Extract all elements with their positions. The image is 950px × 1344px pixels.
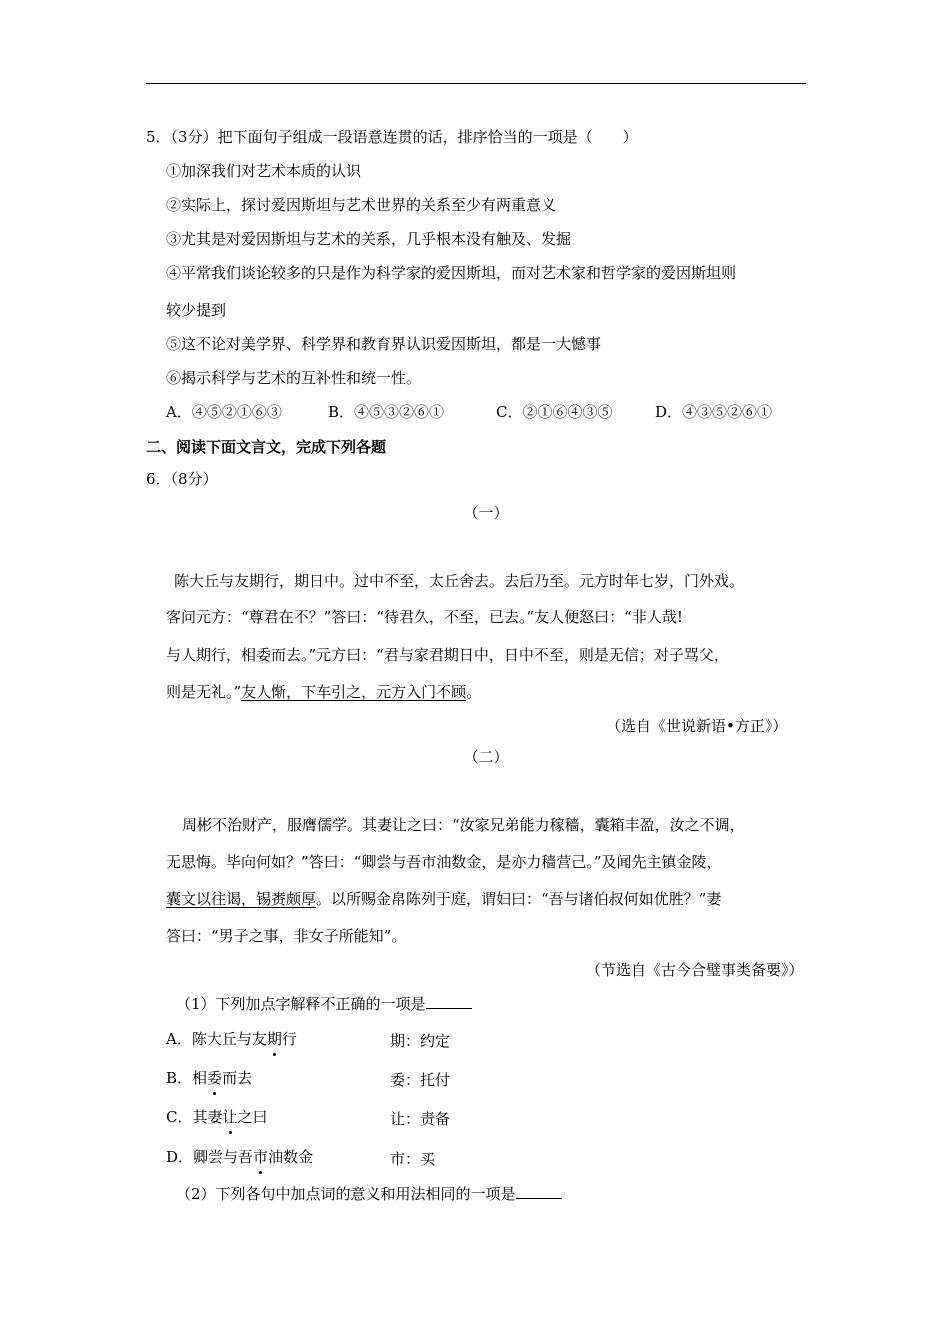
sub1-gloss-b: 委：托付: [390, 1071, 451, 1089]
option-letter: D．: [166, 1148, 194, 1166]
q5-sentence-2: ②实际上，探讨爱因斯坦与艺术世界的关系至少有两重意义: [166, 196, 557, 214]
option-text: 油数金: [268, 1148, 314, 1166]
q6-stem: 6．（8分）: [146, 470, 218, 488]
sub1-gloss-d: 市：买: [390, 1150, 436, 1168]
underlined-sentence-1: 友人惭，下车引之，元方入门不顾: [241, 683, 467, 701]
section-heading: 二、阅读下面文言文，完成下列各题: [146, 438, 387, 456]
q5-sentence-4-cont: 较少提到: [166, 301, 227, 319]
q5-stem: 5．（3分）把下面句子组成一段语意连贯的话，排序恰当的一项是（ ）: [146, 128, 638, 146]
passage2-label: （二）: [463, 748, 509, 766]
option-text: 相: [192, 1069, 208, 1087]
passage2-line-2: 无思悔。毕向何如？”答曰：“卿尝与吾市油数金，是亦力穑营己。”及闻先主镇金陵，: [166, 853, 722, 871]
passage1-label: （一）: [463, 504, 509, 522]
passage1-line-1: 陈大丘与友期行，期日中。过中不至，太丘舍去。去后乃至。元方时年七岁，门外戏。: [174, 572, 745, 590]
passage1-line-4-text: 则是无礼。”: [166, 683, 242, 701]
passage1-line-2: 客问元方：“尊君在不？”答曰：“待君久，不至，已去。”友人便怒曰：“非人哉!: [166, 608, 683, 626]
option-text: 陈大丘与友: [191, 1030, 267, 1048]
q5-sentence-6: ⑥揭示科学与艺术的互补性和统一性。: [166, 369, 422, 387]
sub2-stem: [176, 1184, 562, 1204]
q5-sentence-3: ③尤其是对爱因斯坦与艺术的关系，几乎根本没有触及、发掘: [166, 230, 572, 248]
dotted-character: 市: [253, 1148, 269, 1166]
sub1-gloss-c: 让：责备: [390, 1110, 451, 1128]
option-text: 而去: [222, 1069, 253, 1087]
q5-sentence-4: ④平常我们谈论较多的只是作为科学家的爱因斯坦，而对艺术家和哲学家的爱因斯坦则: [166, 264, 737, 282]
q5-sentence-5: ⑤这不论对美学界、科学界和教育界认识爱因斯坦，都是一大憾事: [166, 335, 602, 353]
passage2-line-3-rest: 。以所赐金帛陈列于庭，谓妇曰：“吾与诸伯叔何如优胜？”妻: [316, 890, 722, 908]
sub1-option-c: [166, 1107, 268, 1127]
q5-option-c: C．②①⑥④③⑤: [496, 403, 613, 421]
passage2-line-1: 周彬不治财产，服膺儒学。其妻让之曰：“汝家兄弟能力稼穑，囊箱丰盈，汝之不调，: [182, 816, 745, 834]
answer-blank: [516, 1184, 562, 1199]
option-letter: B．: [166, 1069, 193, 1087]
option-text: 卿尝与吾: [193, 1148, 254, 1166]
sub1-stem: [176, 994, 472, 1014]
sub1-option-d: [166, 1147, 313, 1167]
option-text: 之曰: [237, 1108, 268, 1126]
answer-blank: [426, 994, 472, 1009]
sub1-gloss-a: 期：约定: [390, 1032, 451, 1050]
sub2-stem-text: （2）下列各句中加点词的意义和用法相同的一项是: [176, 1185, 516, 1203]
q5-sentence-1: ①加深我们对艺术本质的认识: [166, 162, 362, 180]
passage1-line-3: 与人期行，相委而去。”元方曰：“君与家君期日中，日中不至，则是无信；对子骂父，: [166, 646, 729, 664]
passage1-source: （选自《世说新语•方正》）: [606, 717, 788, 735]
dotted-character: 期: [266, 1030, 282, 1048]
q5-option-a: A．④⑤②①⑥③: [166, 403, 282, 421]
dotted-character: 委: [207, 1069, 223, 1087]
option-letter: A．: [166, 1030, 192, 1048]
passage1-line-4: [166, 682, 481, 702]
header-rule: [146, 83, 806, 84]
q5-option-b: B．④⑤③②⑥①: [328, 403, 445, 421]
underlined-sentence-2: 囊文以往谒，锡赉颇厚: [166, 890, 317, 908]
dotted-character: 让: [222, 1108, 238, 1126]
passage2-line-4: 答曰：“男子之事，非女子所能知”。: [166, 927, 407, 945]
option-text: 行: [281, 1030, 297, 1048]
sub1-option-a: [166, 1029, 297, 1049]
option-letter: C．: [166, 1108, 193, 1126]
passage2-source: （节选自《古今合璧事类备要》）: [586, 961, 804, 979]
option-text: 其妻: [192, 1108, 223, 1126]
passage2-line-3: [166, 889, 721, 909]
sub1-stem-text: （1）下列加点字解释不正确的一项是: [176, 995, 426, 1013]
q5-option-d: D．④③⑤②⑥①: [655, 403, 773, 421]
passage1-line-4-end: 。: [466, 683, 482, 701]
sub1-option-b: [166, 1068, 252, 1088]
